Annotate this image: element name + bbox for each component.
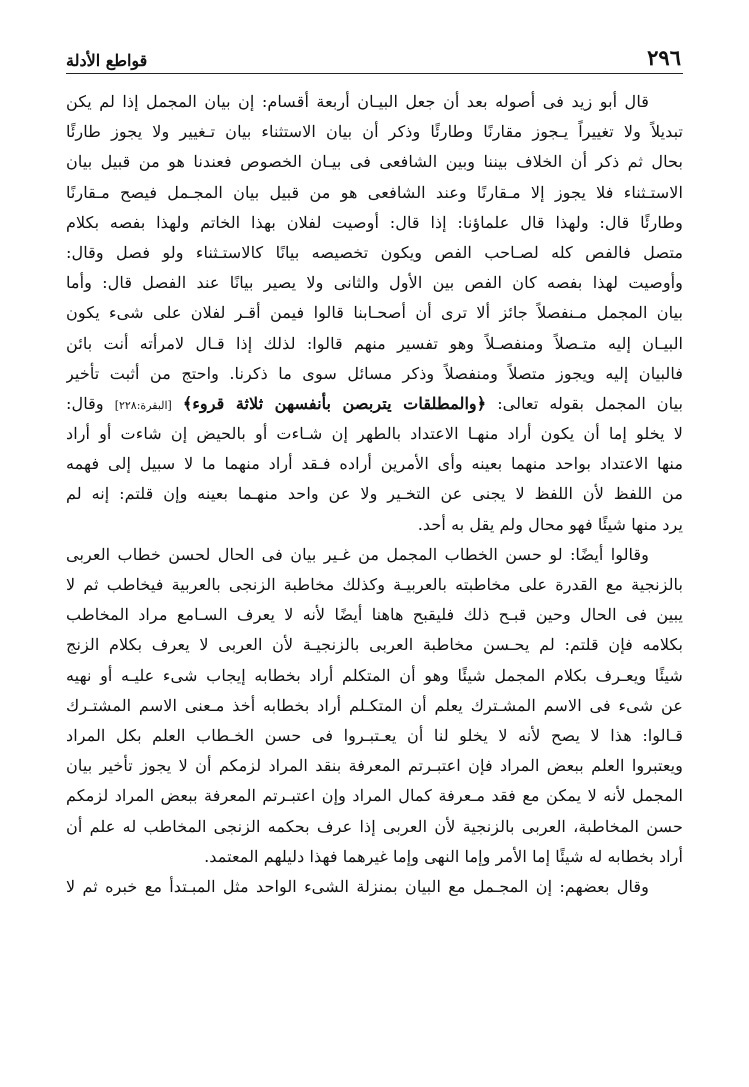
text-line: وأوصيت لهذا بفصه كان الفص بين الأول والثانى ولا يصير بيانًا عند الفصل قال: وأما [66,273,683,293]
text-line: متصل فالفص كله لصـاحب الفص ويكون تخصيصه بيانًا كالاستـثناء ولو فصل وقال: [66,242,683,262]
quran-reference: [البقرة:٢٢٨] [114,398,172,412]
quran-verse: ﴿والمطلقات يتربصن بأنفسهن ثلاثة قروء﴾ [182,393,487,413]
text-line: بيان المجمل مـنفصلاً جائز ألا ترى أن أصحـابنا قالوا فيمن أقـر لفلان على شىء يكون [66,303,683,323]
text-line: حسن المخاطبة، العربى بالزنجية لأن العربى إذا عرف بحكمه الزنجى المخاطب له علم أن [66,816,683,836]
page-header [66,44,681,70]
header-rule [66,73,683,74]
text-line: منها الاعتداد بواحد منهما بعينه وأى الأمرين أراده فـقد أراد منهما ما لا سبيل إلى فهمه [66,454,683,474]
text-line: تبديلاً ولا تغييراً يـجوز مقارنًا وطارئًا وذكر أن بيان الاستثناء بيان تـغيير ولا يجوز طارئًا [66,122,683,142]
text-line: يرد منها شيئًا فهو محال ولم يقل به أحد. [417,514,683,534]
text-line: ويعتبروا العلم ببعض المراد فإن اعتبـرتم المعرفة بنقد المراد لزمكم أن لا يجوز تأخير بيان [66,756,683,776]
text-line: قـالوا: هذا لا يصح لأنه لا يخلو لنا أن يعـتبـروا فى حسن الخـطاب العلم بكل المراد [66,725,683,745]
text-line: وقالوا أيضًا: لو حسن الخطاب المجمل من غـير بيان فى الحال لحسن خطاب العربى [66,544,649,564]
quran-trailing-text: وقال: [66,393,115,413]
body-text [66,87,683,902]
text-line: بكلامه فإن قلتم: لم يحـسن مخاطبة العربى بالزنجيـة لأن العربى لا يعرف بكلام الزنج [66,635,683,655]
text-line: فالبيان إليه ويجوز متصلاً ومنفصلاً وذكر مسائل سوى ما ذكرنا. واحتج من أثبت تأخير [66,363,683,383]
text-line: بحال ثم ذكر أن الخلاف بيننا وبين الشافعى فى بيـان الخصوص فعندنا هو من قبيل بيان [66,152,683,172]
text-line: لا يخلو إما أن يكون أراد منهـا الاعتداد بالطهر إن شـاءت أو بالحيض إن شاءت أو أراد [66,424,683,444]
text-line: قال أبو زيد فى أصوله بعد أن جعل البيـان أربعة أقسام: إن بيان المجمل إذا لم يكن [66,92,649,111]
text-line: عن شىء فى الاسم المشـترك يعلم أن المتكـلم أراد بخطابه أخذ مـعنى الاسم المشتـرك [66,695,683,715]
text-line: الاستـثناء فلا يجوز إلا مـقارنًا وعند الشافعى هو من قبيل بيان المجـمل فيصح مـقارنًا [66,182,683,202]
quran-lead-text: بيان المجمل بقوله تعالى: [486,393,683,413]
text-line: البيـان إليه متـصلاً ومنفصـلاً وهو تفسير منهم قالوا: لذلك إذا قـال لامرأته أنت بائن [66,333,683,353]
text-line: شيئًا ويعـرف بكلام المجمل شيئًا وهو أن المتكلم أراد بخطابه إيجاب شىء عليـه أو نهيه [66,665,683,685]
text-line: وطارئًا قال: ولهذا قال علماؤنا: إذا قال: أوصيت لفلان بهذا الخاتم ولهذا بفصه بكلام [66,212,683,232]
running-title: قواطع الأدلة [66,51,148,70]
text-line: أراد بخطابه له شيئًا إما الأمر وإما النهى وإما غيرهما فهذا دليلهم المعتمد. [204,846,683,866]
text-line: يبين فى الحال وحين قبـح ذلك فليقبح هاهنا أيضًا لأنه لا يعرف السـامع مراد المخاطب [66,605,683,625]
quran-line [66,389,683,419]
text-line: بالزنجية مع القدرة على مخاطبته بالعربيـة وكذلك مخاطبة الزنجى بالعربية فيخاطب ثم لا [66,575,683,594]
page-number: ٢٩٦ [647,45,681,70]
text-line: وقال بعضهم: إن المجـمل مع البيان بمنزلة الشىء الواحد مثل المبـتدأ مع خبره ثم لا [66,876,649,896]
text-line: المجمل لأنه لا يمكن مع فقد مـعرفة كمال المراد وإن اعتبـرتم المعرفة ببعض المراد لزمكم [66,786,683,806]
text-line: من اللفظ لأن اللفظ لا يجنى عن التخـير ولا عن واحد منهـما بعينه وإن قلتم: إنه لم [66,484,683,504]
